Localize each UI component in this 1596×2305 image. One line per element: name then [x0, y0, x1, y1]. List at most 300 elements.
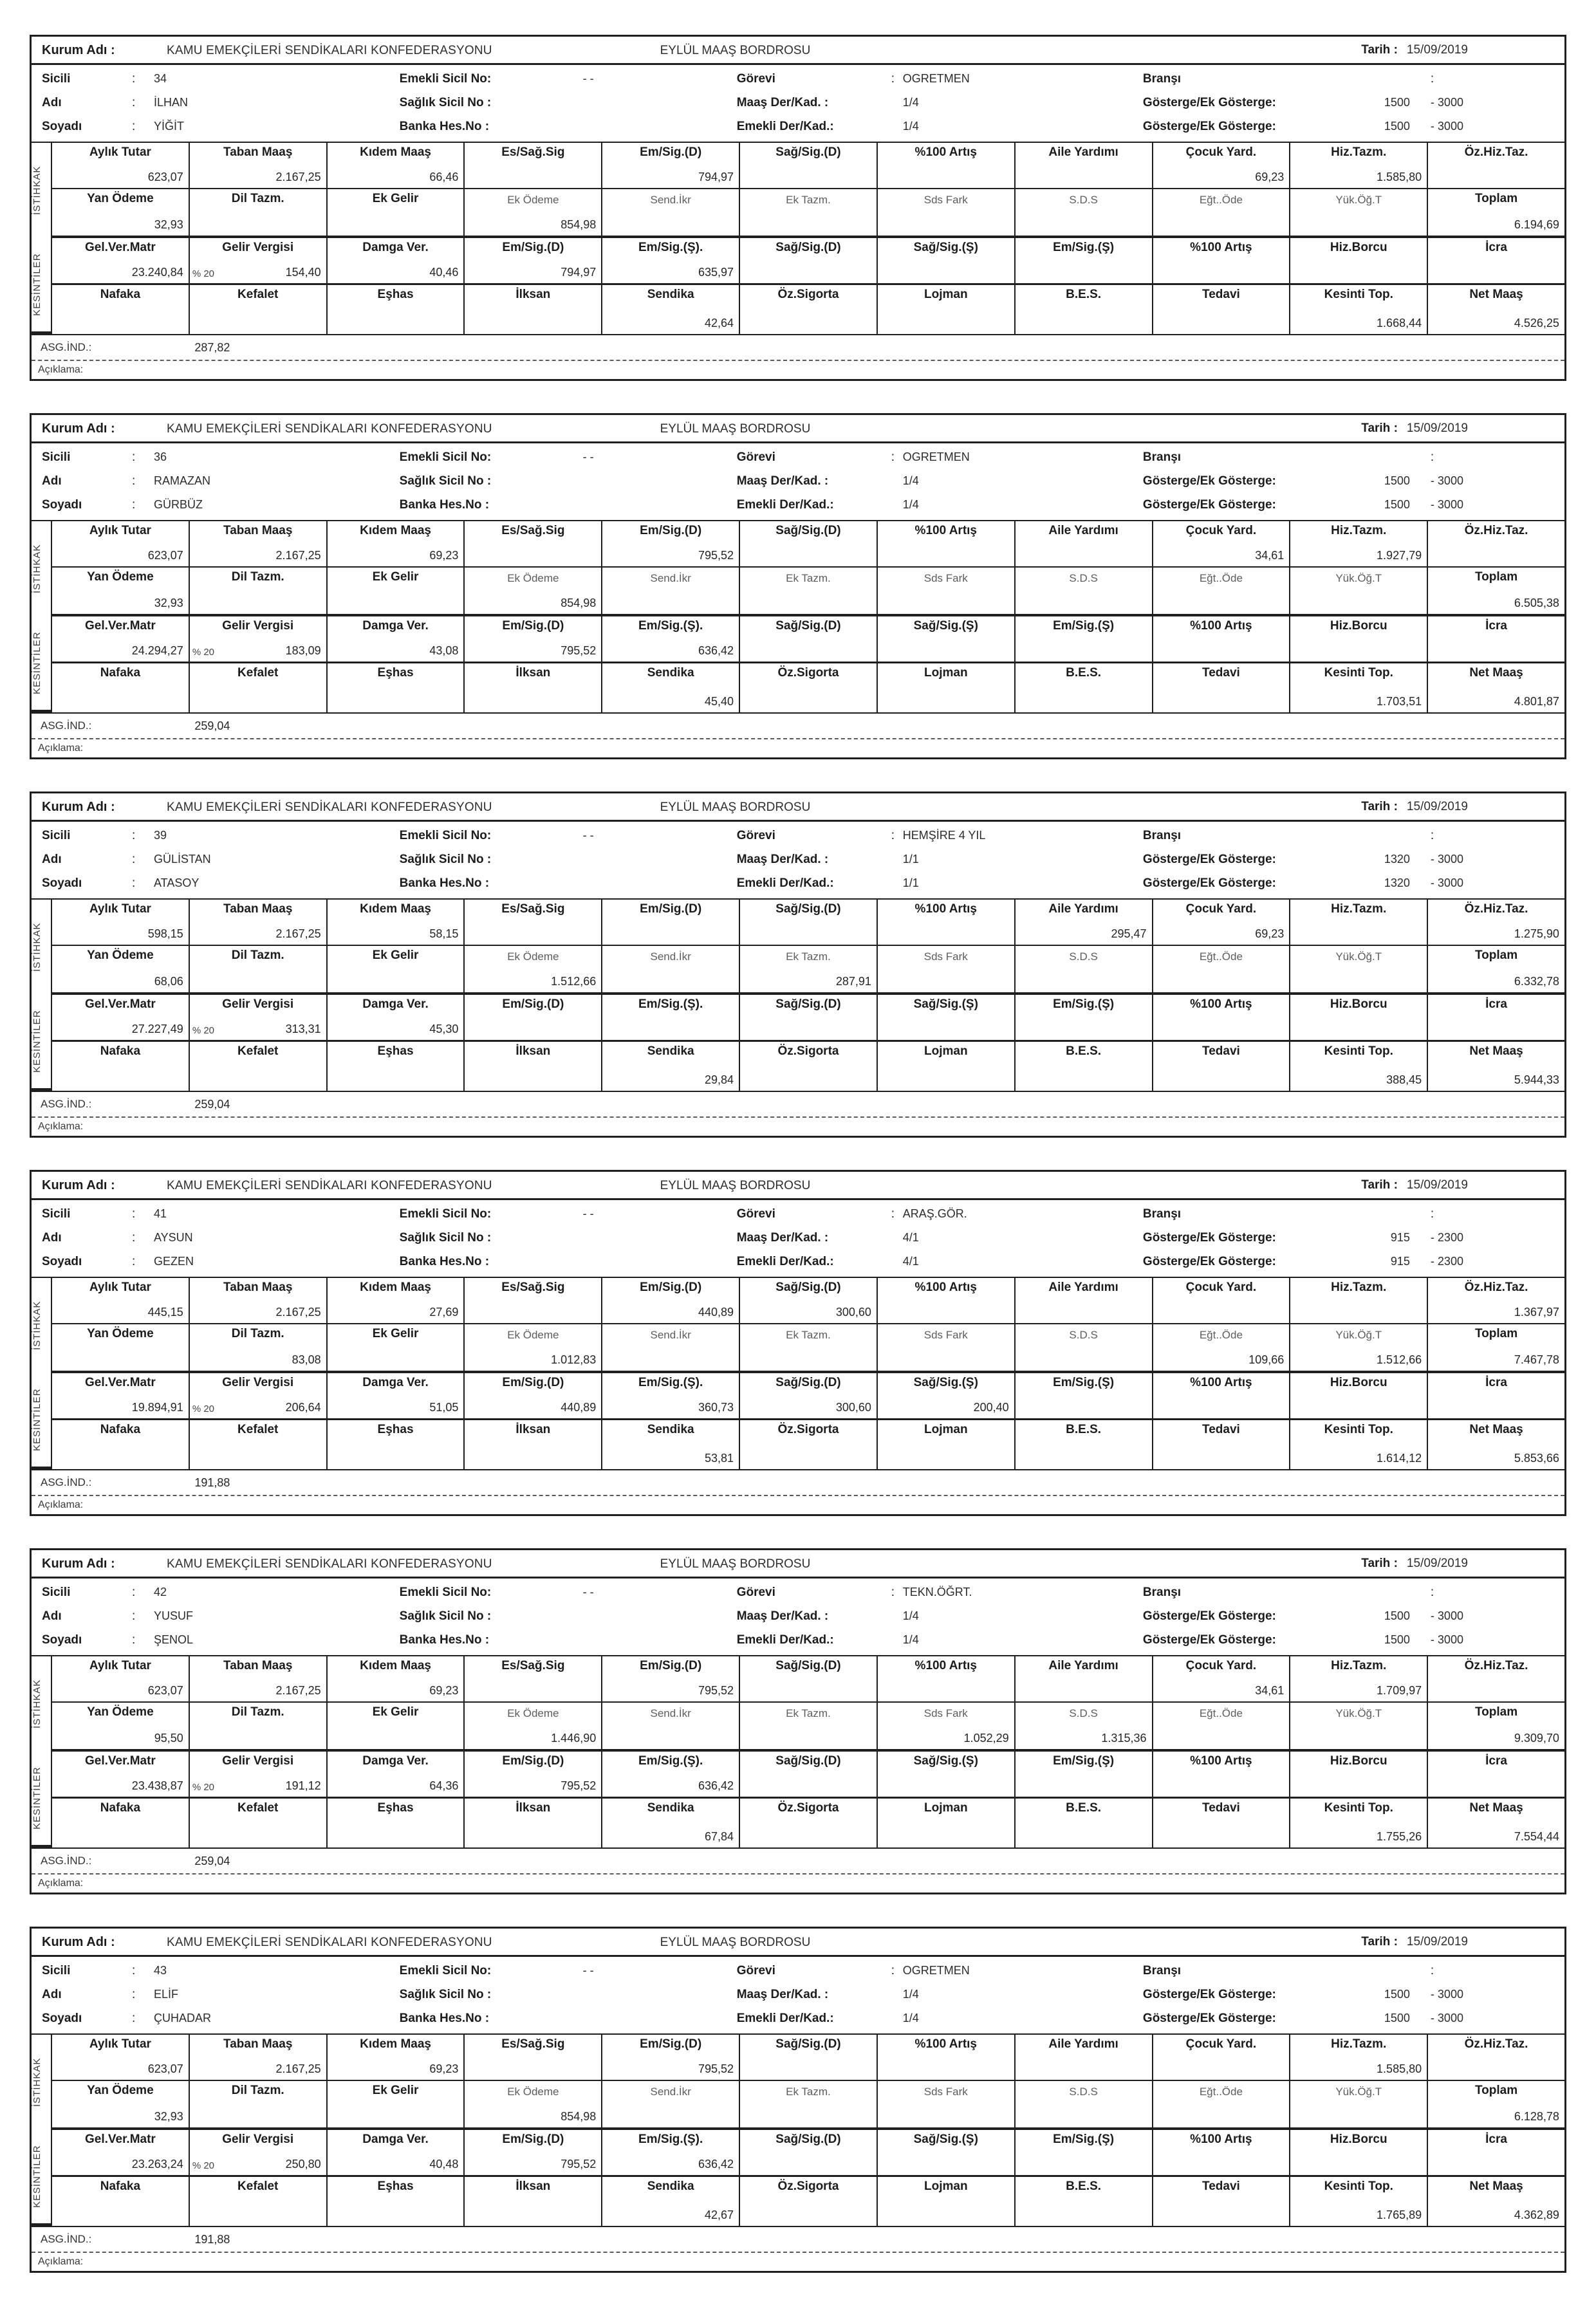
tarih-group — [1361, 421, 1468, 436]
table-cell — [1014, 1042, 1152, 1091]
cell-value — [740, 1734, 877, 1749]
column-header: Ek Tazm. — [786, 1329, 831, 1341]
table-cell — [52, 1324, 189, 1371]
column-header: Yan Ödeme — [87, 2084, 154, 2097]
column-header: Ek Gelir — [372, 1705, 419, 1719]
cell-amount: 154,40 — [285, 266, 321, 279]
table-cell — [326, 1703, 464, 1749]
cell-value — [740, 697, 877, 712]
table-cell — [601, 1420, 739, 1469]
cell-value — [1290, 977, 1427, 992]
table-cell — [877, 2130, 1014, 2175]
cell-value — [1290, 598, 1427, 614]
cell-value — [1153, 1781, 1290, 1797]
column-header: B.E.S. — [1066, 2180, 1102, 2193]
gorevi-label: Görevi — [736, 1585, 775, 1599]
table-cell — [739, 238, 877, 283]
column-header: Em/Sig.(D) — [640, 524, 702, 537]
column-header: Sağ/Sig.(D) — [775, 902, 841, 916]
sicili-value: 42 — [154, 1586, 167, 1598]
column-header: Eşhas — [377, 2180, 414, 2193]
payroll-table — [32, 1655, 1564, 1849]
column-header: Sağ/Sig.(D) — [775, 2037, 841, 2051]
column-header: Ek Tazm. — [786, 2086, 831, 2098]
column-header: Yan Ödeme — [87, 1705, 154, 1719]
soyadi-label: Soyadı — [42, 497, 82, 512]
section-label-column — [32, 900, 52, 1091]
colon: : — [891, 71, 895, 86]
table-cell — [189, 1703, 326, 1749]
info-row-emekli-sicil — [400, 445, 737, 469]
table-cell — [52, 1278, 189, 1323]
aciklama-row — [32, 2252, 1564, 2271]
table-row-entitlements-1 — [52, 900, 1564, 946]
column-header: B.E.S. — [1066, 666, 1102, 680]
cell-value — [878, 1075, 1014, 1091]
column-header: Kesinti Top. — [1324, 1423, 1393, 1436]
column-header: Kefalet — [237, 2180, 279, 2193]
cell-value: 445,15 — [147, 1306, 183, 1319]
column-header: İcra — [1485, 997, 1507, 1011]
column-header: Kıdem Maaş — [360, 2037, 431, 2051]
table-cell — [739, 189, 877, 236]
info-row-saglik-sicil — [400, 1604, 737, 1628]
payslip-header — [32, 793, 1564, 822]
adi-label: Adı — [42, 1609, 62, 1623]
table-cell — [877, 616, 1014, 662]
column-header: Nafaka — [100, 1801, 141, 1815]
cell-value: 1.315,36 — [1101, 1732, 1147, 1745]
column-header: Öz.Sigorta — [777, 1801, 839, 1815]
column-header: Kefalet — [237, 1423, 279, 1436]
column-header: Aile Yardımı — [1048, 1659, 1118, 1672]
column-header: Ek Gelir — [372, 1327, 419, 1340]
table-cell — [739, 995, 877, 1040]
cell-value: 51,05 — [429, 1401, 459, 1414]
colon: : — [132, 1230, 136, 1245]
column-header: Em/Sig.(D) — [502, 1376, 564, 1389]
table-cell — [189, 1278, 326, 1323]
table-cell — [739, 946, 877, 992]
emekli-der-label: Emekli Der/Kad.: — [736, 119, 834, 133]
info-row-maas-der — [737, 1983, 1143, 2006]
column-header: İcra — [1485, 2133, 1507, 2146]
adi-value: YUSUF — [154, 1609, 194, 1622]
emekli-der-label: Emekli Der/Kad.: — [736, 497, 834, 512]
table-cell — [739, 1703, 877, 1749]
column-header: İlksan — [515, 288, 551, 301]
sicili-label: Sicili — [42, 450, 71, 464]
table-cell — [877, 946, 1014, 992]
column-header: Öz.Hiz.Taz. — [1464, 1281, 1528, 1294]
table-row-entitlements-2 — [52, 2081, 1564, 2130]
tarih-value: 15/09/2019 — [1406, 1178, 1468, 1192]
table-cell — [1152, 143, 1290, 188]
colon: : — [1430, 71, 1434, 86]
table-cell — [189, 1656, 326, 1701]
cell-value: 636,42 — [698, 644, 734, 657]
cell-value — [190, 266, 326, 283]
cell-value: 40,48 — [429, 2158, 459, 2171]
cell-amount: 206,64 — [285, 1401, 321, 1414]
sicili-label: Sicili — [42, 1963, 71, 1977]
section-label-column — [32, 143, 52, 334]
table-cell — [189, 1373, 326, 1418]
column-header: Ek Tazm. — [786, 950, 831, 963]
table-rows — [52, 900, 1564, 1091]
column-header: Toplam — [1474, 192, 1518, 205]
cell-value — [1290, 2112, 1427, 2127]
cell-value — [328, 2210, 464, 2226]
aciklama-row — [32, 738, 1564, 757]
table-cell — [326, 1324, 464, 1371]
info-row-maas-der — [737, 847, 1143, 871]
column-header: Eğt..Öde — [1199, 1329, 1243, 1341]
istihkak-section-label: İSTİHKAK — [32, 1679, 42, 1729]
payslip-block — [30, 413, 1566, 759]
cell-value — [878, 1832, 1014, 1847]
column-header: İlksan — [515, 1423, 551, 1436]
gorevi-value: HEMŞİRE 4 YIL — [902, 829, 986, 842]
info-row-bransi — [1143, 824, 1564, 847]
table-cell — [1152, 1420, 1290, 1469]
column-header: Ek Gelir — [372, 2084, 419, 2097]
column-header: %100 Artış — [914, 1281, 978, 1294]
table-cell — [1289, 663, 1427, 712]
table-cell — [1152, 616, 1290, 662]
table-cell — [877, 143, 1014, 188]
info-row-bransi — [1143, 1959, 1564, 1983]
colon: : — [132, 119, 136, 133]
cell-value: 795,52 — [698, 2062, 734, 2075]
column-header: Aile Yardımı — [1048, 902, 1118, 916]
colon: : — [132, 1963, 136, 1977]
gosterge-value: 1320 — [1384, 876, 1410, 889]
asgind-label: ASG.İND.: — [41, 719, 92, 732]
colon: : — [132, 1633, 136, 1647]
cell-value — [740, 2160, 877, 2175]
column-header: Gelir Vergisi — [222, 1754, 294, 1768]
soyadi-value: ATASOY — [154, 876, 200, 889]
column-header: Taban Maaş — [223, 1659, 293, 1672]
column-header: Nafaka — [100, 1423, 141, 1436]
column-header: Yük.Öğ.T — [1335, 1707, 1382, 1719]
table-cell — [52, 285, 189, 334]
cell-value — [1016, 1308, 1152, 1323]
colon: : — [1430, 450, 1434, 464]
cell-value: 1.367,97 — [1514, 1306, 1559, 1319]
asgind-row — [32, 714, 1564, 738]
info-row-gosterge-1 — [1143, 1226, 1564, 1250]
table-cell — [877, 285, 1014, 334]
cell-value — [1016, 697, 1152, 712]
table-cell — [189, 2081, 326, 2127]
info-row-bransi — [1143, 445, 1564, 469]
table-cell — [1014, 1703, 1152, 1749]
info-row-gosterge-2 — [1143, 1628, 1564, 1652]
cell-value — [740, 1024, 877, 1040]
gosterge-label: Gösterge/Ek Gösterge: — [1142, 1609, 1276, 1623]
table-cell — [463, 1324, 601, 1371]
table-cell — [52, 1752, 189, 1797]
cell-value — [1016, 598, 1152, 614]
asgind-value: 259,04 — [194, 719, 230, 732]
cell-value: 1.927,79 — [1377, 549, 1422, 562]
colon: : — [132, 1987, 136, 2001]
table-cell — [1014, 189, 1152, 236]
column-header: Çocuk Yard. — [1185, 1659, 1257, 1672]
tax-rate: % 20 — [192, 1025, 215, 1036]
column-header: Yan Ödeme — [87, 1327, 154, 1340]
saglik-sicil-label: Sağlık Sicil No : — [399, 1609, 492, 1623]
kurum-adi-value: KAMU EMEKÇİLERİ SENDİKALARI KONFEDERASYONU — [167, 801, 492, 814]
cell-value — [1153, 220, 1290, 236]
column-header: Taban Maaş — [223, 902, 293, 916]
cell-value — [328, 1075, 464, 1091]
gosterge-label: Gösterge/Ek Gösterge: — [1142, 1254, 1276, 1268]
cell-value: 1.585,80 — [1377, 171, 1422, 183]
table-cell — [739, 1278, 877, 1323]
kurum-adi-value: KAMU EMEKÇİLERİ SENDİKALARI KONFEDERASYONU — [167, 1179, 492, 1192]
table-cell — [326, 143, 464, 188]
kurum-adi-value: KAMU EMEKÇİLERİ SENDİKALARI KONFEDERASYONU — [167, 1557, 492, 1571]
table-cell — [463, 1420, 601, 1469]
aciklama-label: Açıklama: — [38, 743, 84, 754]
adi-label: Adı — [42, 1987, 62, 2001]
cell-value: 1.668,44 — [1377, 317, 1422, 329]
info-col-gosterge — [1143, 1580, 1564, 1652]
column-header: Hiz.Borcu — [1330, 1754, 1387, 1768]
cell-value — [878, 929, 1014, 945]
column-header: Sds Fark — [923, 2086, 968, 2098]
table-cell — [601, 995, 739, 1040]
column-header: Es/Sağ.Sig — [501, 1281, 565, 1294]
kurum-adi-label: Kurum Adı : — [42, 800, 115, 814]
payslip-block — [30, 1170, 1566, 1516]
table-row-entitlements-1 — [52, 2035, 1564, 2081]
adi-value: ELİF — [154, 1988, 179, 2001]
info-col-identity — [32, 445, 400, 517]
table-cell — [52, 143, 189, 188]
info-row-soyadi — [42, 1628, 400, 1652]
column-header: Tedavi — [1202, 288, 1240, 301]
cell-value — [878, 977, 1014, 992]
column-header: Sağ/Sig.(Ş) — [913, 997, 978, 1011]
table-cell — [463, 616, 601, 662]
table-cell — [601, 900, 739, 945]
cell-value: 440,89 — [698, 1306, 734, 1319]
gosterge-label: Gösterge/Ek Gösterge: — [1142, 1987, 1276, 2001]
cell-value: 598,15 — [147, 927, 183, 940]
asgind-row — [32, 2227, 1564, 2252]
cell-value — [878, 2112, 1014, 2127]
sicili-value: 34 — [154, 72, 167, 85]
table-cell — [189, 521, 326, 566]
cell-value — [1153, 1832, 1290, 1847]
column-header: Gel.Ver.Matr — [84, 1754, 156, 1768]
table-cell — [326, 285, 464, 334]
cell-value — [1016, 2064, 1152, 2080]
cell-value: 794,97 — [561, 266, 597, 279]
cell-value — [328, 319, 464, 334]
column-header: Eğt..Öde — [1199, 1707, 1243, 1719]
column-header: %100 Artış — [1190, 997, 1252, 1011]
table-cell — [1427, 238, 1564, 283]
sicili-value: 41 — [154, 1207, 167, 1220]
column-header: Em/Sig.(Ş) — [1053, 2133, 1115, 2146]
adi-value: AYSUN — [154, 1231, 193, 1244]
cell-value: 6.505,38 — [1514, 597, 1559, 609]
maas-der-value: 4/1 — [902, 1231, 919, 1244]
asgind-label: ASG.İND.: — [41, 1476, 92, 1488]
table-cell — [326, 2177, 464, 2226]
column-header: Hiz.Borcu — [1330, 2133, 1387, 2146]
employee-info — [32, 1957, 1564, 2033]
column-header: Çocuk Yard. — [1185, 1281, 1257, 1294]
gosterge-value: 915 — [1390, 1255, 1410, 1268]
cell-value — [190, 644, 326, 662]
table-cell — [739, 285, 877, 334]
cell-value: 34,61 — [1255, 1684, 1285, 1697]
cell-value: 42,67 — [705, 2208, 734, 2221]
asgind-label: ASG.İND.: — [41, 2233, 92, 2245]
kesintiler-section-label: KESİNTİLER — [32, 995, 51, 1091]
emekli-der-value: 1/4 — [902, 498, 919, 511]
table-cell — [601, 568, 739, 614]
column-header: Ek Gelir — [372, 949, 419, 962]
payslip-block — [30, 791, 1566, 1138]
info-row-emekli-der — [737, 1628, 1143, 1652]
payslip-header — [32, 1172, 1564, 1200]
column-header: %100 Artış — [914, 145, 978, 159]
table-cell — [52, 568, 189, 614]
cell-value: 64,36 — [429, 1779, 459, 1792]
cell-value — [740, 1075, 877, 1091]
table-cell — [1427, 1324, 1564, 1371]
info-col-position — [737, 1580, 1143, 1652]
table-cell — [1289, 995, 1427, 1040]
colon: : — [132, 450, 136, 464]
table-row-entitlements-1 — [52, 1278, 1564, 1324]
cell-value: 42,64 — [705, 317, 734, 329]
column-header: S.D.S — [1069, 194, 1098, 206]
column-header: İlksan — [515, 2180, 551, 2193]
cell-value — [878, 319, 1014, 334]
adi-value: İLHAN — [154, 96, 189, 109]
cell-value: 32,93 — [154, 597, 183, 609]
column-header: Hiz.Borcu — [1330, 619, 1387, 633]
column-header: Çocuk Yard. — [1185, 145, 1257, 159]
table-cell — [1427, 1799, 1564, 1847]
column-header: S.D.S — [1069, 1707, 1098, 1719]
column-header: %100 Artış — [914, 2037, 978, 2051]
info-row-adi — [42, 1226, 400, 1250]
column-header: Em/Sig.(D) — [502, 241, 564, 254]
table-cell — [1427, 995, 1564, 1040]
table-cell — [877, 1420, 1014, 1469]
column-header: %100 Artış — [1190, 1754, 1252, 1768]
cell-value: 388,45 — [1386, 1073, 1422, 1086]
cell-value — [465, 1454, 601, 1469]
cell-value: 45,30 — [429, 1023, 459, 1035]
sicili-label: Sicili — [42, 828, 71, 842]
info-col-identity — [32, 1580, 400, 1652]
table-cell — [601, 1703, 739, 1749]
column-header: Aylık Tutar — [89, 524, 151, 537]
table-cell — [1427, 1042, 1564, 1091]
table-cell — [52, 2081, 189, 2127]
table-cell — [463, 2035, 601, 2080]
cell-value — [328, 1832, 464, 1847]
column-header: Aylık Tutar — [89, 902, 151, 916]
cell-value — [878, 697, 1014, 712]
table-cell — [739, 2035, 877, 2080]
gorevi-value: OGRETMEN — [902, 72, 970, 85]
column-header: %100 Artış — [914, 902, 978, 916]
emekli-der-value: 1/4 — [902, 1633, 919, 1646]
column-header: Ek Ödeme — [507, 1707, 559, 1719]
maas-der-label: Maaş Der/Kad. : — [736, 1609, 829, 1623]
info-row-soyadi — [42, 871, 400, 895]
column-header: Hiz.Borcu — [1330, 1376, 1387, 1389]
employee-info — [32, 65, 1564, 142]
column-header: Çocuk Yard. — [1185, 902, 1257, 916]
info-row-adi — [42, 1604, 400, 1628]
info-col-registry — [400, 824, 737, 895]
info-row-soyadi — [42, 2006, 400, 2030]
column-header: Çocuk Yard. — [1185, 524, 1257, 537]
table-cell — [1427, 143, 1564, 188]
colon: : — [132, 497, 136, 512]
info-row-gosterge-2 — [1143, 493, 1564, 517]
table-cell — [739, 1420, 877, 1469]
cell-value: 2.167,25 — [275, 549, 321, 562]
bordro-title: EYLÜL MAAŞ BORDROSU — [660, 44, 811, 57]
cell-value — [740, 2064, 877, 2080]
colon: : — [132, 1254, 136, 1268]
table-cell — [463, 1373, 601, 1418]
column-header: Çocuk Yard. — [1185, 2037, 1257, 2051]
bordro-title: EYLÜL MAAŞ BORDROSU — [660, 1557, 811, 1571]
cell-value — [878, 1024, 1014, 1040]
cell-value — [878, 598, 1014, 614]
table-cell — [189, 1042, 326, 1091]
column-header: Gel.Ver.Matr — [84, 619, 156, 633]
column-header: S.D.S — [1069, 950, 1098, 963]
info-row-emekli-der — [737, 115, 1143, 138]
column-header: İcra — [1485, 1376, 1507, 1389]
table-cell — [463, 189, 601, 236]
column-header: %100 Artış — [1190, 619, 1252, 633]
column-header: Dil Tazm. — [231, 192, 284, 205]
table-cell — [877, 2177, 1014, 2226]
info-row-maas-der — [737, 469, 1143, 493]
employee-info — [32, 443, 1564, 520]
cell-value: 67,84 — [705, 1830, 734, 1843]
aciklama-label: Açıklama: — [38, 2256, 84, 2267]
table-cell — [463, 143, 601, 188]
column-header: Kesinti Top. — [1324, 2180, 1393, 2193]
table-cell — [739, 1373, 877, 1418]
column-header: Em/Sig.(Ş). — [638, 1754, 703, 1768]
table-cell — [601, 2130, 739, 2175]
column-header: Hiz.Tazm. — [1331, 1281, 1387, 1294]
table-cell — [189, 995, 326, 1040]
table-row-entitlements-2 — [52, 189, 1564, 238]
cell-value: 623,07 — [147, 2062, 183, 2075]
column-header: Es/Sağ.Sig — [501, 145, 565, 159]
column-header: Gel.Ver.Matr — [84, 2133, 156, 2146]
